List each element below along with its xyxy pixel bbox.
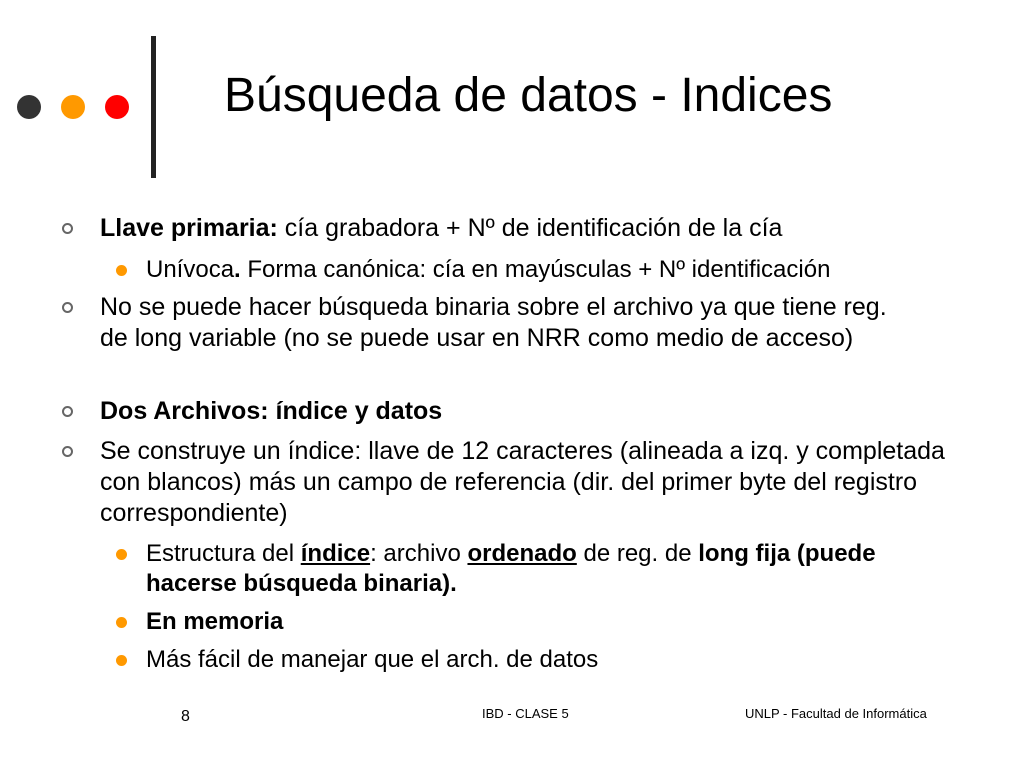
bullet-text: No se puede hacer búsqueda binaria sobre el archivo ya que tiene reg. de long variable (no se puede usar en NRR como medio de acceso) <box>100 293 887 352</box>
subbullet-text: Más fácil de manejar que el arch. de datos <box>146 646 599 673</box>
bullet-dos-archivos <box>100 396 980 427</box>
bullet-busqueda-binaria <box>100 292 920 354</box>
orange-bullet-icon <box>116 655 127 666</box>
bullet-text: Se construye un índice: llave de 12 caracteres (alineada a izq. y completada con blancos) más un campo de referencia (dir. del primer byte del registro correspondiente) <box>100 437 945 527</box>
ring-bullet-icon <box>62 302 73 313</box>
subbullet-en-memoria <box>146 607 986 637</box>
footer-page-number: 8 <box>181 708 190 725</box>
subbullet-text: Unívoca <box>146 256 235 283</box>
bullet-construye-indice <box>100 436 960 529</box>
subbullet-bold: long fija (puede hacerse búsqueda binaria). <box>146 540 876 597</box>
decor-dot-orange <box>61 95 85 119</box>
bullet-bold: Dos Archivos: índice y datos <box>100 397 443 425</box>
subbullet-mas-facil <box>146 645 986 675</box>
orange-bullet-icon <box>116 265 127 276</box>
orange-bullet-icon <box>116 617 127 628</box>
subbullet-text: : archivo <box>370 540 468 567</box>
orange-bullet-icon <box>116 549 127 560</box>
subbullet-estructura <box>146 539 936 599</box>
bullet-text: cía grabadora + Nº de identificación de la cía <box>277 214 783 242</box>
subbullet-bold: . <box>234 256 241 283</box>
ring-bullet-icon <box>62 223 73 234</box>
decor-vertical-line <box>151 36 156 178</box>
subbullet-text: Forma canónica: cía en mayúsculas + Nº identificación <box>240 256 831 283</box>
subbullet-underlined: índice <box>300 540 371 567</box>
footer-course: IBD - CLASE 5 <box>482 706 569 721</box>
subbullet-bold: En memoria <box>146 608 284 635</box>
subbullet-text: Estructura del <box>146 540 301 567</box>
bullet-bold: Llave primaria: <box>100 214 278 242</box>
subbullet-underlined: ordenado <box>467 540 577 567</box>
footer-institution: UNLP - Facultad de Informática <box>745 706 927 721</box>
slide-title: Búsqueda de datos - Indices <box>224 69 833 122</box>
bullet-llave-primaria <box>100 213 980 244</box>
decor-dot-red <box>105 95 129 119</box>
ring-bullet-icon <box>62 406 73 417</box>
ring-bullet-icon <box>62 446 73 457</box>
decor-dot-dark <box>17 95 41 119</box>
subbullet-text: de reg. de <box>576 540 699 567</box>
subbullet-univoca <box>146 255 986 285</box>
